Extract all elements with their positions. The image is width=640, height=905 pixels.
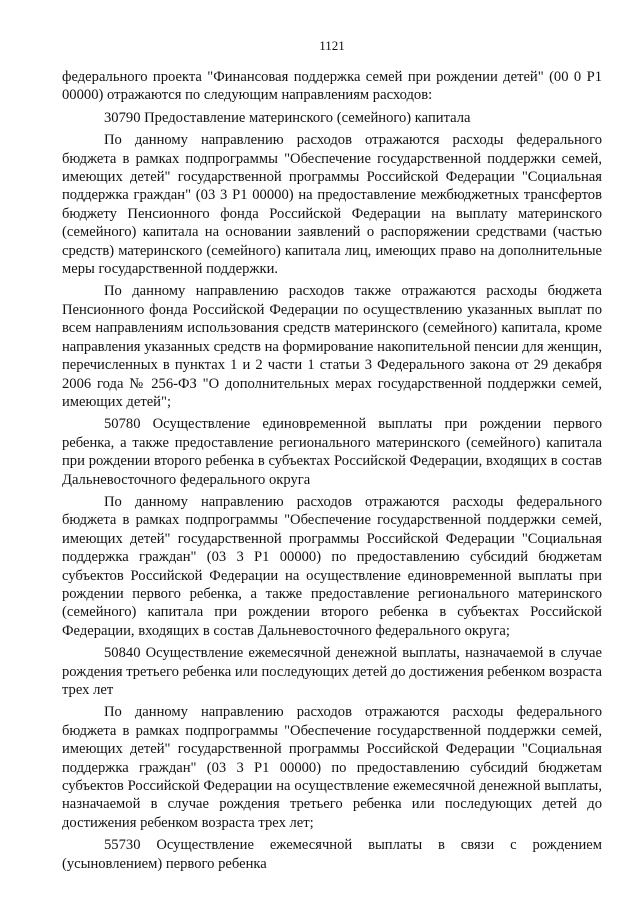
document-body: [62, 68, 602, 873]
paragraph-8: По данному направлению расходов отражаются расходы федерального бюджета в рамках подпрограммы "Обеспечение государственной поддержки семей, имеющих детей" государственной программы Российской Федерации "Социальная поддержка граждан" (03 3 Р1 00000) по предоставлению субсидий бюджетам субъектов Российской Федерации на осуществление ежемесячной денежной выплаты, назначаемой в случае рождения третьего ребенка или последующих детей до достижения ребенком возраста трех лет;: [62, 704, 602, 831]
paragraph-2: 30790 Предоставление материнского (семейного) капитала: [104, 109, 471, 126]
paragraph-1: федерального проекта "Финансовая поддержка семей при рождении детей" (00 0 Р1 00000) отражаются по следующим направлениям расходов:: [62, 69, 602, 104]
paragraph-3: По данному направлению расходов отражаются расходы федерального бюджета в рамках подпрограммы "Обеспечение государственной поддержки семей, имеющих детей" государственной программы Российской Федерации "Социальная поддержка граждан" (03 3 Р1 00000) на предоставление межбюджетных трансфертов бюджету Пенсионного фонда Российской Федерации на выплату материнского (семейного) капитала на основании заявлений о распоряжении средствами (частью средств) материнского (семейного) капитала лиц, имеющих право на дополнительные меры государственной поддержки.: [62, 132, 602, 278]
page-number: 1121: [319, 38, 345, 53]
paragraph-7: 50840 Осуществление ежемесячной денежной выплаты, назначаемой в случае рождения третьего ребенка или последующих детей до достижения ребенком возраста трех лет: [62, 645, 602, 698]
paragraph-6: По данному направлению расходов отражаются расходы федерального бюджета в рамках подпрограммы "Обеспечение государственной поддержки семей, имеющих детей" государственной программы Российской Федерации "Социальная поддержка граждан" (03 3 Р1 00000) по предоставлению субсидий бюджетам субъектов Российской Федерации на осуществление единовременной выплаты при рождении первого ребенка, а также предоставление регионального материнского (семейного) капитала при рождении второго ребенка в субъектах Российской Федерации, входящих в состав Дальневосточного федерального округа;: [62, 493, 602, 639]
paragraph-9: 55730 Осуществление ежемесячной выплаты в связи с рождением (усыновлением) первого ребенка: [62, 837, 602, 872]
paragraph-5: 50780 Осуществление единовременной выплаты при рождении первого ребенка, а также предоставление регионального материнского (семейного) капитала при рождении второго ребенка в субъектах Российской Федерации, входящих в состав Дальневосточного федерального округа: [62, 416, 602, 488]
paragraph-4: По данному направлению расходов также отражаются расходы бюджета Пенсионного фонда Российской Федерации по осуществлению указанных выплат по всем направлениям использования средств материнского (семейного) капитала, кроме направления указанных средств на формирование накопительной пенсии для женщин, перечисленных в пунктах 1 и 2 части 1 статьи 3 Федерального закона от 29 декабря 2006 года № 256-ФЗ "О дополнительных мерах государственной поддержки семей, имеющих детей";: [62, 283, 602, 410]
